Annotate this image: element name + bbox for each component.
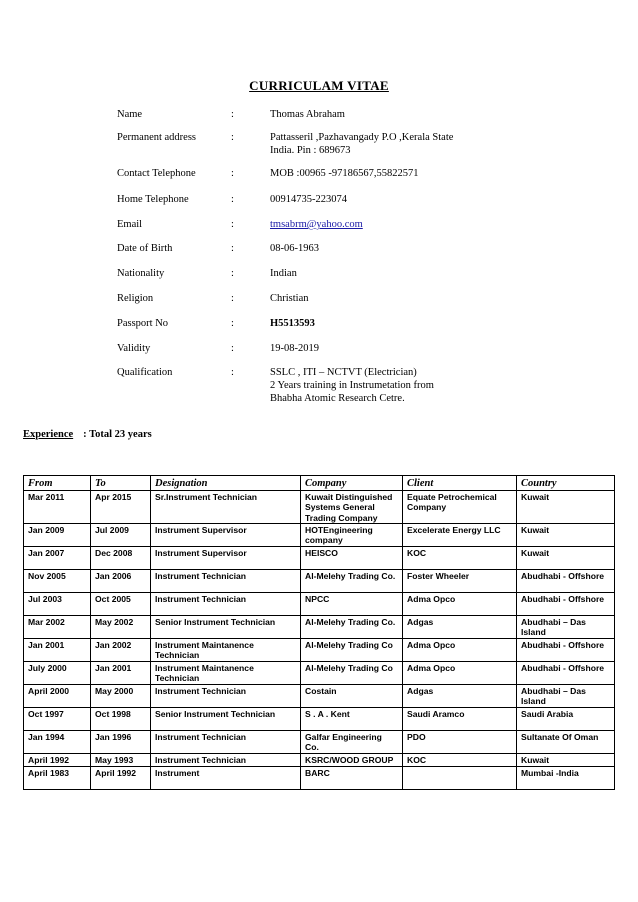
cell-client: PDO bbox=[403, 730, 517, 753]
home-telephone-label: Home Telephone bbox=[117, 194, 189, 205]
cell-company: Al-Melehy Trading Co. bbox=[301, 615, 403, 638]
cell-designation: Instrument Maintanence Technician bbox=[151, 661, 301, 684]
cell-client: Saudi Aramco bbox=[403, 707, 517, 730]
table-header-row bbox=[24, 476, 615, 491]
cell-designation: Instrument Technician bbox=[151, 569, 301, 592]
colon: : bbox=[231, 343, 234, 354]
cell-designation: Instrument Technician bbox=[151, 592, 301, 615]
colon: : bbox=[231, 109, 234, 120]
cell-company: Al-Melehy Trading Co. bbox=[301, 569, 403, 592]
header-from: From bbox=[24, 476, 91, 491]
table-row bbox=[24, 661, 615, 684]
cell-company: S . A . Kent bbox=[301, 707, 403, 730]
qualification-value: SSLC , ITI – NCTVT (Electrician) 2 Years training in Instrumetation from Bhabha Atomic Research Cetre. bbox=[270, 367, 434, 404]
cell-client: KOC bbox=[403, 546, 517, 569]
cell-client: Adma Opco bbox=[403, 661, 517, 684]
cell-client: Equate Petrochemical Company bbox=[403, 491, 517, 524]
table-row bbox=[24, 569, 615, 592]
cell-country: Mumbai -India bbox=[517, 766, 615, 789]
cell-client: KOC bbox=[403, 753, 517, 766]
experience-total: : Total 23 years bbox=[83, 429, 152, 440]
cell-designation: Instrument bbox=[151, 766, 301, 789]
colon: : bbox=[231, 168, 234, 179]
cell-country: Kuwait bbox=[517, 753, 615, 766]
cell-company: BARC bbox=[301, 766, 403, 789]
cell-country: Abudhabi - Offshore bbox=[517, 638, 615, 661]
cell-company: HOTEngineering company bbox=[301, 523, 403, 546]
table-row bbox=[24, 523, 615, 546]
cell-company: Costain bbox=[301, 684, 403, 707]
experience-summary bbox=[23, 429, 152, 440]
colon: : bbox=[231, 293, 234, 304]
cell-designation: Instrument Maintanence Technician bbox=[151, 638, 301, 661]
cell-country: Kuwait bbox=[517, 523, 615, 546]
colon: : bbox=[231, 318, 234, 329]
cell-from: Jul 2003 bbox=[24, 592, 91, 615]
cell-to: Oct 2005 bbox=[91, 592, 151, 615]
cell-company: HEISCO bbox=[301, 546, 403, 569]
cell-company: NPCC bbox=[301, 592, 403, 615]
cell-from: Jan 2001 bbox=[24, 638, 91, 661]
qualification-label: Qualification bbox=[117, 367, 173, 378]
home-telephone-value: 00914735-223074 bbox=[270, 194, 347, 205]
colon: : bbox=[231, 219, 234, 230]
colon: : bbox=[231, 367, 234, 378]
cell-client: Excelerate Energy LLC bbox=[403, 523, 517, 546]
colon: : bbox=[231, 132, 234, 143]
cell-designation: Instrument Technician bbox=[151, 753, 301, 766]
header-client: Client bbox=[403, 476, 517, 491]
email-label: Email bbox=[117, 219, 143, 230]
nationality-value: Indian bbox=[270, 268, 297, 279]
cell-country: Abudhabi – Das Island bbox=[517, 684, 615, 707]
cell-from: Oct 1997 bbox=[24, 707, 91, 730]
table-row bbox=[24, 546, 615, 569]
header-company: Company bbox=[301, 476, 403, 491]
colon: : bbox=[231, 268, 234, 279]
cell-from: Jan 2009 bbox=[24, 523, 91, 546]
validity-value: 19-08-2019 bbox=[270, 343, 319, 354]
address-label: Permanent address bbox=[117, 132, 197, 143]
cell-client: Adma Opco bbox=[403, 638, 517, 661]
cell-designation: Senior Instrument Technician bbox=[151, 707, 301, 730]
passport-label: Passport No bbox=[117, 318, 169, 329]
cell-country: Kuwait bbox=[517, 546, 615, 569]
header-designation: Designation bbox=[151, 476, 301, 491]
header-country: Country bbox=[517, 476, 615, 491]
cell-client bbox=[403, 766, 517, 789]
cell-to: May 2000 bbox=[91, 684, 151, 707]
religion-label: Religion bbox=[117, 293, 154, 304]
experience-heading: Experience bbox=[23, 429, 74, 440]
cell-to: May 1993 bbox=[91, 753, 151, 766]
cell-from: Nov 2005 bbox=[24, 569, 91, 592]
cell-country: Abudhabi - Offshore bbox=[517, 569, 615, 592]
cell-to: Jan 2001 bbox=[91, 661, 151, 684]
cell-company: Al-Melehy Trading Co bbox=[301, 638, 403, 661]
validity-label: Validity bbox=[117, 343, 151, 354]
colon: : bbox=[231, 194, 234, 205]
contact-telephone-value: MOB :00965 -97186567,55822571 bbox=[270, 168, 419, 179]
cell-country: Sultanate Of Oman bbox=[517, 730, 615, 753]
name-value: Thomas Abraham bbox=[270, 109, 345, 120]
cell-to: Dec 2008 bbox=[91, 546, 151, 569]
cell-from: April 2000 bbox=[24, 684, 91, 707]
table-row bbox=[24, 707, 615, 730]
cell-designation: Senior Instrument Technician bbox=[151, 615, 301, 638]
cell-country: Abudhabi - Offshore bbox=[517, 661, 615, 684]
cell-to: Apr 2015 bbox=[91, 491, 151, 524]
dob-value: 08-06-1963 bbox=[270, 243, 319, 254]
religion-value: Christian bbox=[270, 293, 309, 304]
name-label: Name bbox=[117, 109, 143, 120]
table-row bbox=[24, 491, 615, 524]
cell-from: April 1992 bbox=[24, 753, 91, 766]
cell-designation: Instrument Supervisor bbox=[151, 546, 301, 569]
cell-from: Mar 2002 bbox=[24, 615, 91, 638]
cell-country: Saudi Arabia bbox=[517, 707, 615, 730]
contact-telephone-label: Contact Telephone bbox=[117, 168, 196, 179]
cell-country: Abudhabi – Das Island bbox=[517, 615, 615, 638]
cell-company: Galfar Engineering Co. bbox=[301, 730, 403, 753]
table-row bbox=[24, 684, 615, 707]
cell-country: Kuwait bbox=[517, 491, 615, 524]
cell-designation: Instrument Technician bbox=[151, 684, 301, 707]
cell-from: Mar 2011 bbox=[24, 491, 91, 524]
nationality-label: Nationality bbox=[117, 268, 165, 279]
cell-country: Abudhabi - Offshore bbox=[517, 592, 615, 615]
cell-to: Oct 1998 bbox=[91, 707, 151, 730]
cell-to: Jan 2002 bbox=[91, 638, 151, 661]
cell-designation: Sr.Instrument Technician bbox=[151, 491, 301, 524]
header-to: To bbox=[91, 476, 151, 491]
cv-title: CURRICULAM VITAE bbox=[249, 78, 389, 93]
table-row bbox=[24, 615, 615, 638]
cell-client: Adgas bbox=[403, 684, 517, 707]
table-row bbox=[24, 638, 615, 661]
table-row bbox=[24, 730, 615, 753]
cell-to: May 2002 bbox=[91, 615, 151, 638]
cell-company: KSRC/WOOD GROUP bbox=[301, 753, 403, 766]
experience-table bbox=[23, 475, 615, 790]
cell-company: Al-Melehy Trading Co bbox=[301, 661, 403, 684]
cell-designation: Instrument Supervisor bbox=[151, 523, 301, 546]
cell-client: Adgas bbox=[403, 615, 517, 638]
address-value: Pattasseril ,Pazhavangady P.O ,Kerala State India. Pin : 689673 bbox=[270, 132, 454, 156]
cell-from: April 1983 bbox=[24, 766, 91, 789]
cell-to: Jan 2006 bbox=[91, 569, 151, 592]
cell-from: July 2000 bbox=[24, 661, 91, 684]
cell-to: Jul 2009 bbox=[91, 523, 151, 546]
email-link[interactable]: tmsabrm@yahoo.com bbox=[270, 219, 363, 230]
table-row bbox=[24, 753, 615, 766]
colon: : bbox=[231, 243, 234, 254]
cell-client: Adma Opco bbox=[403, 592, 517, 615]
cell-company: Kuwait Distinguished Systems General Trading Company bbox=[301, 491, 403, 524]
passport-value: H5513593 bbox=[270, 318, 315, 329]
cell-client: Foster Wheeler bbox=[403, 569, 517, 592]
cell-from: Jan 1994 bbox=[24, 730, 91, 753]
table-row bbox=[24, 592, 615, 615]
dob-label: Date of Birth bbox=[117, 243, 173, 254]
cell-to: Jan 1996 bbox=[91, 730, 151, 753]
cell-to: April 1992 bbox=[91, 766, 151, 789]
table-row bbox=[24, 766, 615, 789]
cell-designation: Instrument Technician bbox=[151, 730, 301, 753]
cell-from: Jan 2007 bbox=[24, 546, 91, 569]
